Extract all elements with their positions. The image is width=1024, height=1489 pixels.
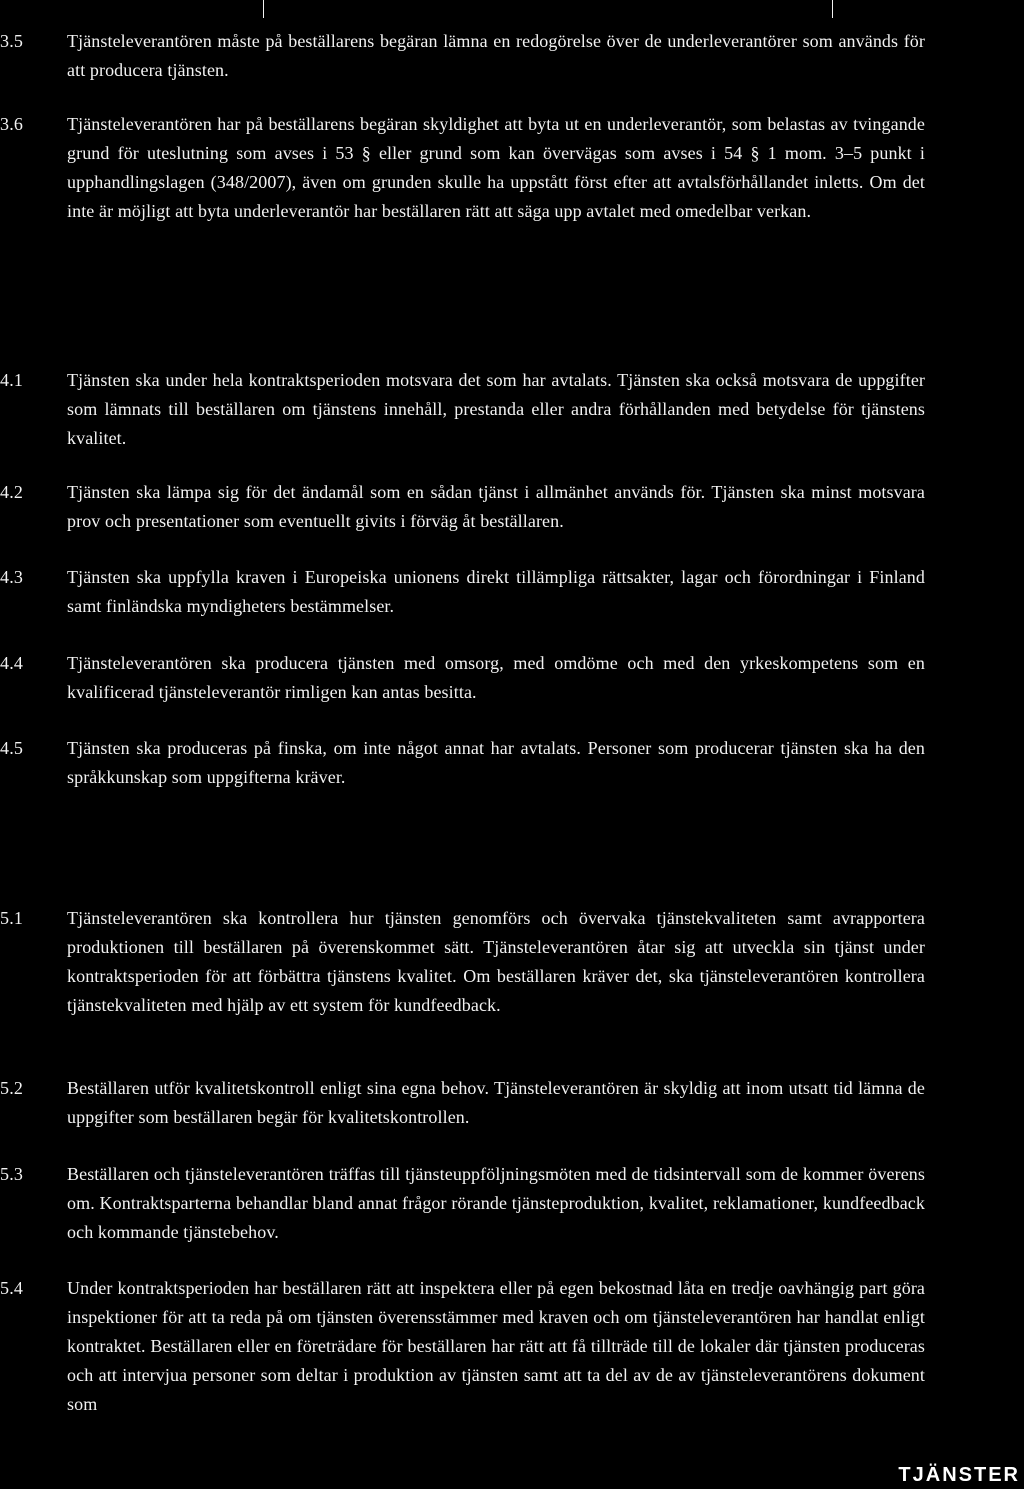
clause-text: Tjänsteleverantören ska producera tjänsten med omsorg, med omdöme och med den yrkeskompetens som en kvalificerad tjänsteleverantör rimligen kan antas besitta. [67, 653, 925, 702]
clause-text: Tjänsten ska uppfylla kraven i Europeiska unionens direkt tillämpliga rättsakter, lagar och förordningar i Finland samt finländska myndigheters bestämmelser. [67, 567, 925, 616]
clause-number: 4.1 [0, 370, 24, 390]
clause-text: Beställaren och tjänsteleverantören träffas till tjänsteuppföljningsmöten med de tidsintervall som de kommer överens om. Kontraktsparterna behandlar bland annat frågor rörande tjänsteproduktion, kvalitet, reklamationer, kundfeedback och kommande tjänstebehov. [67, 1164, 925, 1242]
crop-mark [263, 0, 264, 18]
clause-number: 4.2 [0, 482, 24, 502]
clause-text: Under kontraktsperioden har beställaren rätt att inspektera eller på egen bekostnad låta en tredje oavhängig part göra inspektioner för att ta reda på om tjänsten överensstämmer med kraven och om tjänsteleverantören har handlat enligt kontraktet. Beställaren eller en företrädare för beställaren har rätt att få tillträde till de lokaler där tjänsten produceras och att intervjua personer som deltar i produktion av tjänsten samt att ta del av de av tjänsteleverantörens dokument som [67, 1278, 925, 1414]
crop-mark [832, 0, 833, 18]
clause-number: 4.3 [0, 567, 24, 587]
clause-text: Tjänsteleverantören har på beställarens begäran skyldighet att byta ut en underleverantör, som belastas av tvingande grund för uteslutning som avses i 53 § eller grund som kan övervägas som avses i 54 § 1 mom. 3–5 punkt i upphandlingslagen (348/2007), även om grunden skulle ha uppstått först efter att avtalsförhållandet inletts. Om det inte är möjligt att byta underleverantör har beställaren rätt att säga upp avtalet med omedelbar verkan. [67, 114, 925, 221]
clause-number: 5.1 [0, 908, 24, 928]
clause-text: Tjänsten ska lämpa sig för det ändamål som en sådan tjänst i allmänhet används för. Tjänsten ska minst motsvara prov och presentationer som eventuellt givits i förväg åt beställaren. [67, 482, 925, 531]
clause-number: 3.5 [0, 31, 24, 51]
clause-number: 5.4 [0, 1278, 24, 1298]
clause-number: 4.4 [0, 653, 24, 673]
clause-text: Beställaren utför kvalitetskontroll enligt sina egna behov. Tjänsteleverantören är skyldig att inom utsatt tid lämna de uppgifter som beställaren begär för kvalitetskontrollen. [67, 1078, 925, 1127]
clause-number: 5.3 [0, 1164, 24, 1184]
clause-text: Tjänsteleverantören måste på beställarens begäran lämna en redogörelse över de underleverantörer som används för att producera tjänsten. [67, 31, 925, 80]
clause-number: 4.5 [0, 738, 24, 758]
clause-text: Tjänsteleverantören ska kontrollera hur tjänsten genomförs och övervaka tjänstekvaliteten samt avrapportera produktionen till beställaren på överenskommet sätt. Tjänsteleverantören åtar sig att utveckla sin tjänst under kontraktsperioden för att förbättra tjänstens kvalitet. Om beställaren kräver det, ska tjänsteleverantören kontrollera tjänstekvaliteten med hjälp av ett system för kundfeedback. [67, 908, 925, 1015]
clause-number: 5.2 [0, 1078, 24, 1098]
clause-text: Tjänsten ska under hela kontraktsperioden motsvara det som har avtalats. Tjänsten ska också motsvara de uppgifter som lämnats till beställaren om tjänstens innehåll, prestanda eller andra förhållanden med betydelse för tjänstens kvalitet. [67, 370, 925, 448]
section-footer-label: TJÄNSTER [898, 1464, 1020, 1486]
clause-text: Tjänsten ska produceras på finska, om inte något annat har avtalats. Personer som producerar tjänsten ska ha den språkkunskap som uppgifterna kräver. [67, 738, 925, 787]
clause-number: 3.6 [0, 114, 24, 134]
